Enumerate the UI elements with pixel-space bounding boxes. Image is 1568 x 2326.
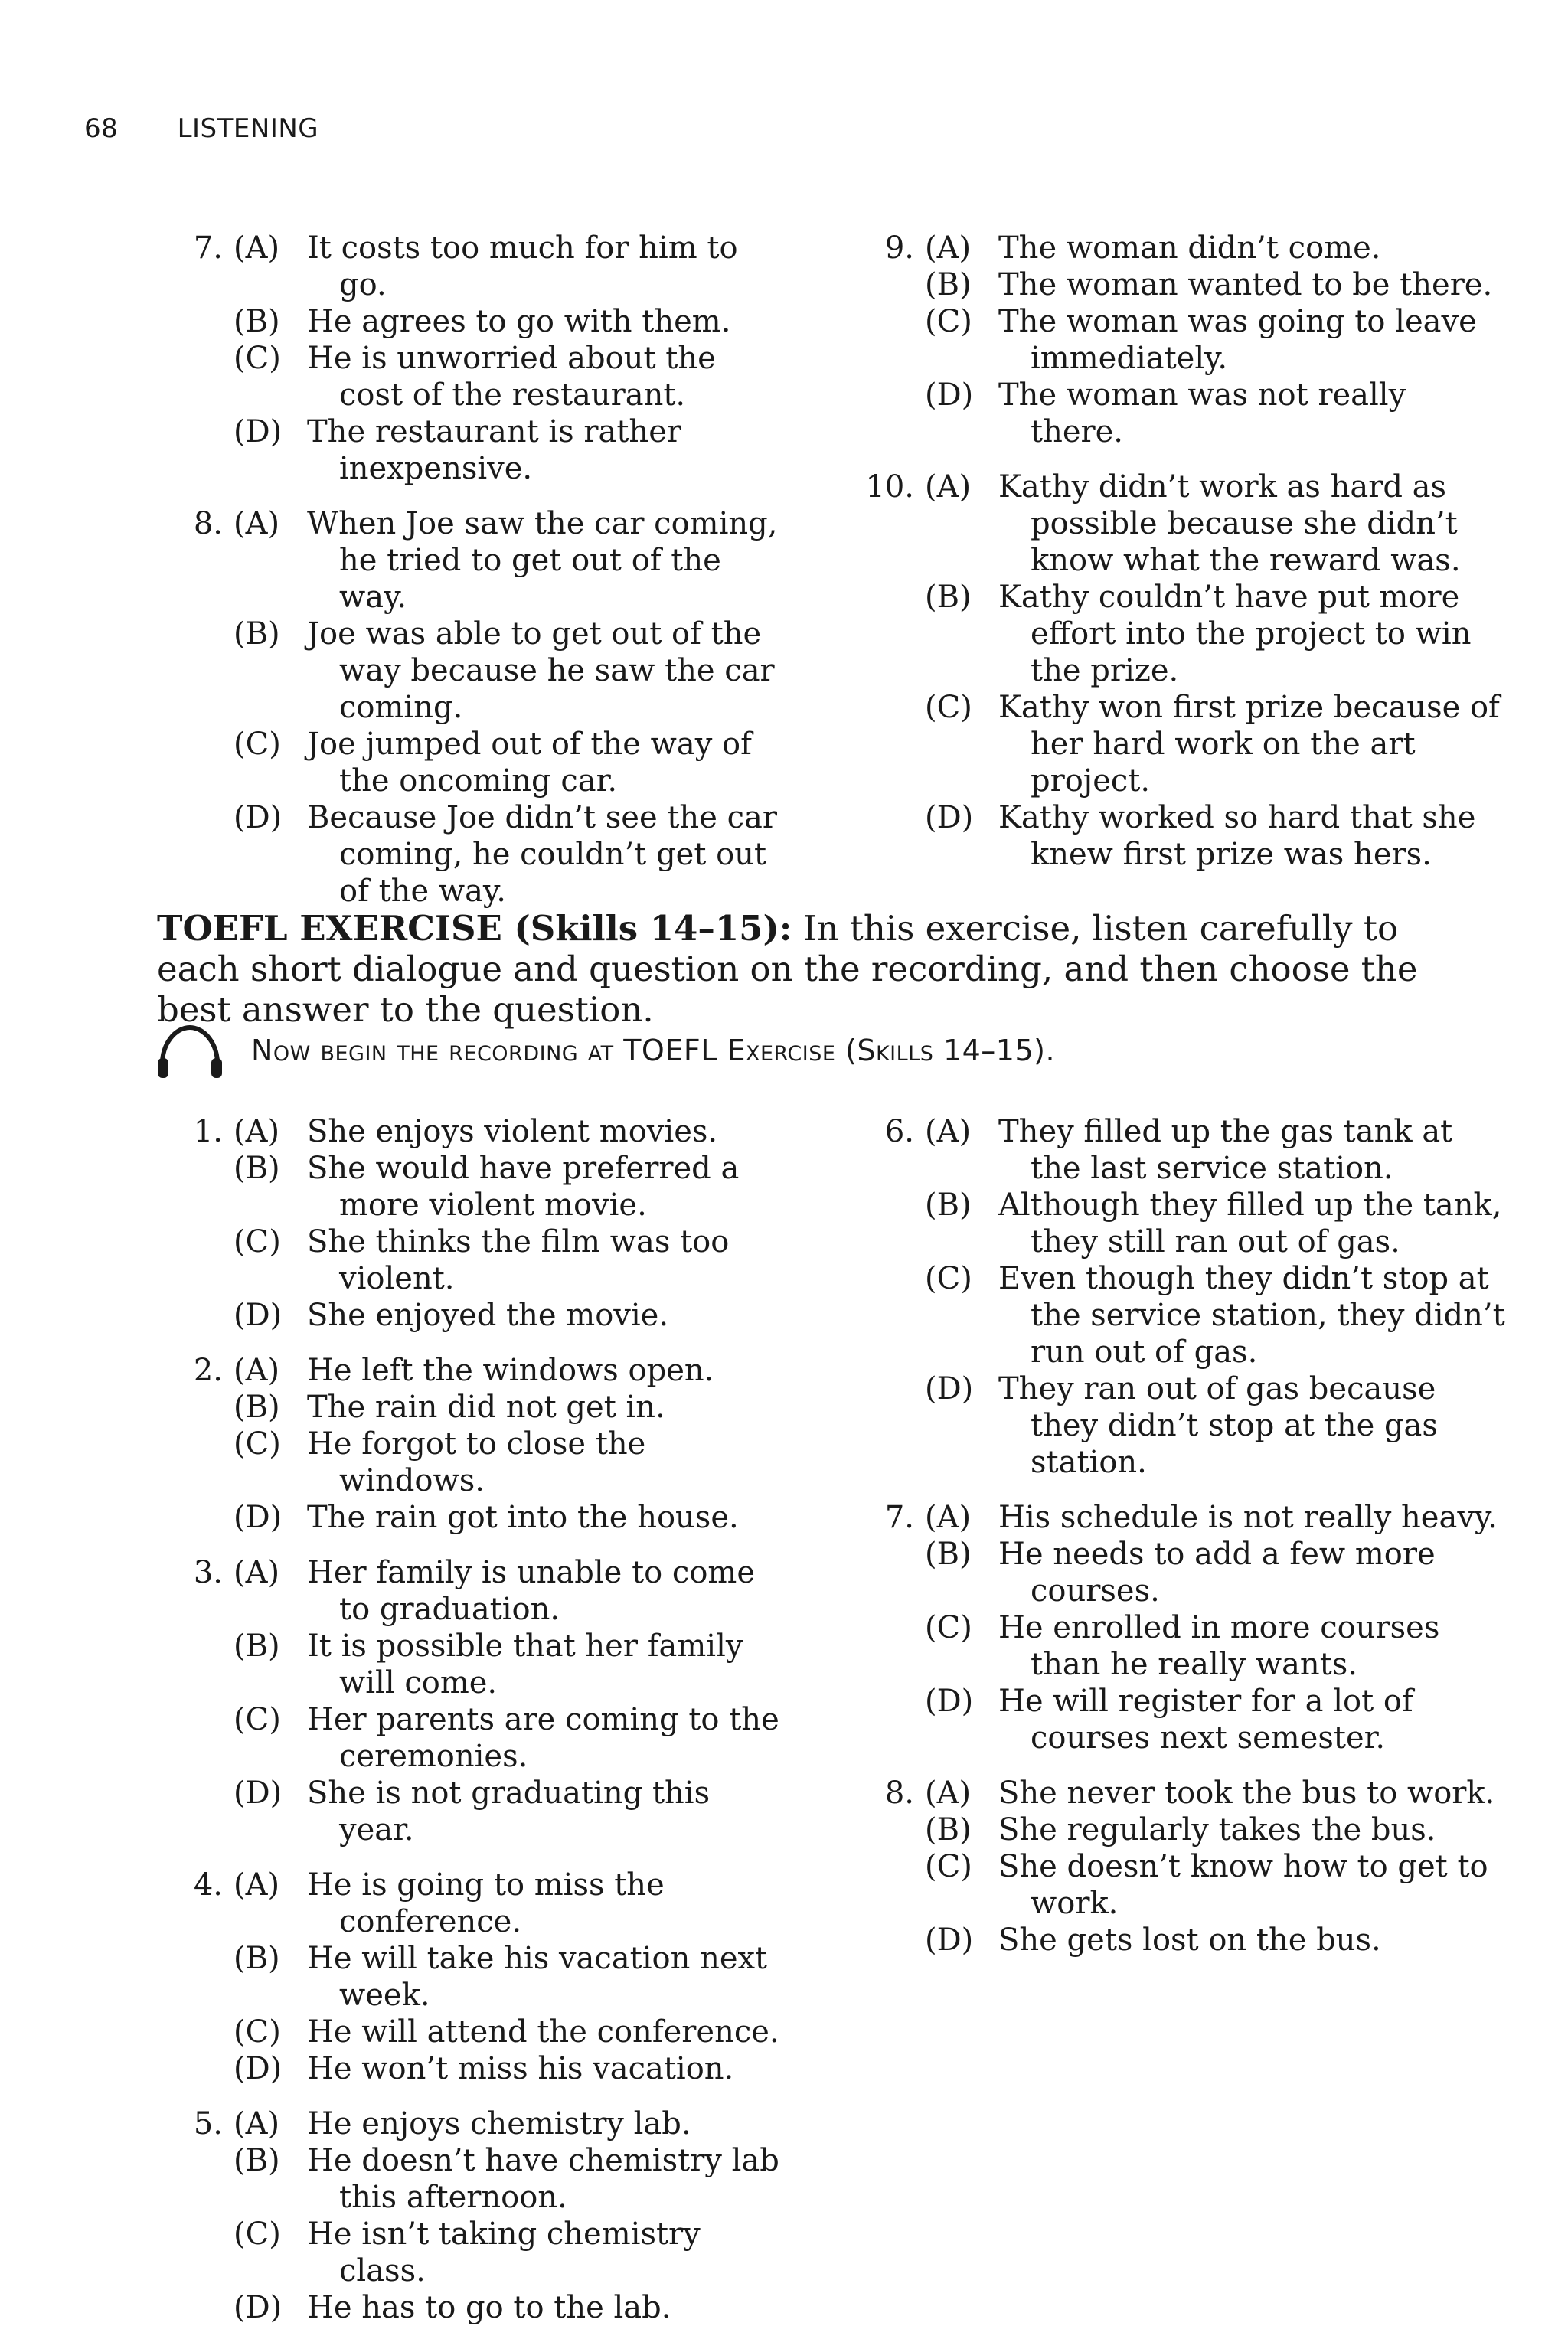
option-letter: (A) (925, 1776, 972, 1811)
answer-option (925, 799, 1507, 873)
option-letter: (B) (925, 1188, 972, 1223)
option-text: Joe was able to get out of the way because he saw the car coming. (307, 616, 775, 725)
option-text: Kathy worked so hard that she knew first prize was hers. (998, 800, 1476, 872)
option-letter: (C) (925, 690, 972, 725)
answer-option (925, 1848, 1507, 1922)
answer-options (234, 1113, 785, 1334)
answer-option (234, 303, 785, 340)
answer-option (234, 726, 785, 799)
answer-option (234, 1775, 785, 1848)
question-item (157, 2105, 785, 2326)
option-text: She is not graduating this year. (307, 1776, 710, 1847)
answer-option (234, 2216, 785, 2289)
option-letter: (C) (234, 727, 281, 762)
answer-options (234, 1554, 785, 1848)
option-text: She gets lost on the bus. (998, 1923, 1381, 1958)
option-letter: (D) (234, 1298, 283, 1333)
answer-option (234, 1389, 785, 1426)
question-item (157, 1867, 785, 2087)
option-letter: (B) (234, 1390, 280, 1425)
answer-option (234, 1223, 785, 1297)
bottom-left-column (157, 1113, 785, 2326)
question-item (157, 1352, 785, 1536)
option-text: She thinks the film was too violent. (307, 1224, 730, 1296)
answer-option (925, 1609, 1507, 1683)
option-letter: (C) (234, 2217, 281, 2252)
answer-option (234, 1150, 785, 1223)
answer-option (234, 2014, 785, 2050)
answer-option (925, 689, 1507, 799)
question-spacer (157, 1536, 785, 1554)
recording-instruction: Now begin the recording at TOEFL Exercise (Skills 14–15). (251, 1034, 1056, 1067)
answer-option (234, 505, 785, 616)
option-text: He agrees to go with them. (307, 304, 731, 339)
option-text: He will take his vacation next week. (307, 1941, 768, 2013)
answer-options (925, 230, 1507, 450)
option-text: The restaurant is rather inexpensive. (307, 414, 681, 486)
answer-option (234, 1499, 785, 1536)
option-text: She never took the bus to work. (998, 1776, 1495, 1811)
question-item (157, 505, 785, 910)
option-text: They ran out of gas because they didn’t stop at the gas station. (998, 1371, 1438, 1480)
option-letter: (A) (925, 1500, 972, 1535)
option-letter: (B) (234, 1941, 280, 1976)
option-text: He won’t miss his vacation. (307, 2051, 734, 2086)
answer-option (234, 1867, 785, 1940)
question-number: 8. (193, 506, 223, 541)
answer-option (925, 1536, 1507, 1609)
option-letter: (A) (925, 1114, 972, 1149)
option-text: He will register for a lot of courses next semester. (998, 1684, 1413, 1756)
answer-option (925, 1683, 1507, 1756)
question-number: 8. (884, 1776, 914, 1811)
question-spacer (157, 2087, 785, 2105)
question-spacer (157, 487, 785, 505)
option-letter: (D) (925, 1684, 974, 1719)
answer-option (234, 2142, 785, 2216)
option-text: Even though they didn’t stop at the service station, they didn’t run out of gas. (998, 1261, 1505, 1370)
question-number: 1. (193, 1114, 223, 1149)
answer-option (234, 799, 785, 910)
question-item (848, 469, 1507, 873)
option-letter: (B) (234, 1629, 280, 1664)
answer-option (234, 2289, 785, 2326)
question-item (848, 1113, 1507, 1481)
option-letter: (A) (234, 1353, 280, 1388)
answer-options (234, 230, 785, 487)
question-number: 3. (193, 1555, 223, 1590)
option-letter: (C) (925, 304, 972, 339)
option-text: She enjoys violent movies. (307, 1114, 718, 1149)
answer-options (234, 1867, 785, 2087)
option-letter: (C) (234, 1426, 281, 1462)
option-text: The woman didn’t come. (998, 230, 1381, 266)
question-number: 7. (193, 230, 223, 266)
option-text: He is unworried about the cost of the restaurant. (307, 341, 716, 413)
option-letter: (B) (234, 304, 280, 339)
option-letter: (C) (234, 341, 281, 376)
option-text: He enrolled in more courses than he really wants. (998, 1610, 1440, 1682)
option-letter: (C) (925, 1849, 972, 1884)
answer-option (234, 1426, 785, 1499)
option-letter: (D) (925, 1923, 974, 1958)
question-item (157, 1113, 785, 1334)
headphones-icon (153, 1021, 227, 1080)
recording-cue (153, 1021, 1055, 1080)
question-number: 9. (884, 230, 914, 266)
answer-options (234, 1352, 785, 1536)
option-letter: (D) (234, 2051, 283, 2086)
answer-option (234, 1297, 785, 1334)
answer-option (925, 1260, 1507, 1370)
answer-options (234, 505, 785, 910)
option-text: He doesn’t have chemistry lab this afternoon. (307, 2143, 779, 2215)
question-spacer (848, 1756, 1507, 1775)
answer-option (234, 2050, 785, 2087)
page-header (84, 113, 318, 144)
answer-option (234, 340, 785, 413)
answer-option (234, 230, 785, 303)
option-text: He has to go to the lab. (307, 2290, 671, 2325)
option-text: He left the windows open. (307, 1353, 714, 1388)
option-text: Kathy won first prize because of her hard work on the art project. (998, 690, 1500, 799)
answer-option (925, 1187, 1507, 1260)
answer-option (234, 1352, 785, 1389)
question-item (848, 230, 1507, 450)
question-number: 4. (193, 1867, 223, 1903)
option-letter: (B) (925, 580, 972, 615)
option-letter: (D) (234, 800, 283, 835)
option-letter: (D) (925, 1371, 974, 1406)
answer-option (925, 1499, 1507, 1536)
answer-option (234, 1940, 785, 2014)
option-letter: (B) (925, 1812, 972, 1847)
answer-option (925, 1811, 1507, 1848)
option-letter: (C) (234, 1224, 281, 1259)
option-text: He isn’t taking chemistry class. (307, 2217, 701, 2288)
answer-option (234, 1701, 785, 1775)
exercise-instructions (157, 908, 1489, 1030)
exercise-title: TOEFL EXERCISE (Skills 14–15): (157, 908, 792, 949)
option-text: The rain got into the house. (307, 1500, 739, 1535)
option-letter: (B) (234, 616, 280, 652)
answer-option (234, 1113, 785, 1150)
answer-options (234, 2105, 785, 2326)
option-letter: (B) (234, 2143, 280, 2178)
answer-option (925, 1113, 1507, 1187)
option-text: The woman was going to leave immediately. (998, 304, 1477, 376)
answer-option (925, 469, 1507, 579)
option-text: Kathy couldn’t have put more effort into the project to win the prize. (998, 580, 1472, 688)
answer-options (925, 1775, 1507, 1958)
question-number: 5. (193, 2106, 223, 2141)
option-letter: (D) (234, 2290, 283, 2325)
question-spacer (848, 1481, 1507, 1499)
option-text: The woman wanted to be there. (998, 267, 1493, 302)
answer-option (234, 413, 785, 487)
question-spacer (848, 450, 1507, 469)
option-text: She enjoyed the movie. (307, 1298, 669, 1333)
option-text: The rain did not get in. (307, 1390, 665, 1425)
question-item (848, 1775, 1507, 1958)
option-letter: (A) (234, 1867, 280, 1903)
option-text: Kathy didn’t work as hard as possible because she didn’t know what the reward was. (998, 469, 1461, 578)
option-letter: (D) (234, 1776, 283, 1811)
option-letter: (C) (234, 2014, 281, 2050)
option-text: He enjoys chemistry lab. (307, 2106, 691, 2141)
answer-options (925, 469, 1507, 873)
question-item (157, 230, 785, 487)
option-text: When Joe saw the car coming, he tried to get out of the way. (307, 506, 778, 615)
answer-option (234, 616, 785, 726)
answer-option (234, 2105, 785, 2142)
top-left-column (157, 230, 785, 910)
answer-option (234, 1628, 785, 1701)
option-letter: (A) (925, 230, 972, 266)
option-letter: (D) (234, 414, 283, 449)
option-text: He is going to miss the conference. (307, 1867, 665, 1939)
option-text: Although they filled up the tank, they still ran out of gas. (998, 1188, 1502, 1259)
option-text: He needs to add a few more courses. (998, 1537, 1436, 1609)
option-letter: (C) (925, 1261, 972, 1296)
exercise-text: In this exercise, listen carefully to each short dialogue and question on the recording, and then choose the best answer to the question. (157, 908, 1418, 1030)
answer-option (925, 579, 1507, 689)
option-letter: (D) (925, 377, 974, 413)
option-text: They filled up the gas tank at the last service station. (998, 1114, 1453, 1186)
option-text: Because Joe didn’t see the car coming, he couldn’t get out of the way. (307, 800, 777, 909)
option-letter: (A) (234, 506, 280, 541)
option-text: It costs too much for him to go. (307, 230, 738, 302)
option-text: His schedule is not really heavy. (998, 1500, 1498, 1535)
option-letter: (A) (234, 2106, 280, 2141)
option-letter: (A) (234, 1114, 280, 1149)
option-letter: (B) (925, 1537, 972, 1572)
option-text: He forgot to close the windows. (307, 1426, 646, 1498)
option-letter: (A) (234, 1555, 280, 1590)
question-item (848, 1499, 1507, 1756)
option-letter: (C) (925, 1610, 972, 1645)
question-spacer (157, 1848, 785, 1867)
question-number: 10. (865, 469, 914, 505)
question-spacer (157, 1334, 785, 1352)
option-letter: (D) (234, 1500, 283, 1535)
option-letter: (C) (234, 1702, 281, 1737)
option-text: Her parents are coming to the ceremonies. (307, 1702, 779, 1774)
answer-option (234, 1554, 785, 1628)
question-item (157, 1554, 785, 1848)
bottom-right-column (848, 1113, 1507, 1958)
option-text: She regularly takes the bus. (998, 1812, 1436, 1847)
section-title: LISTENING (177, 113, 319, 144)
answer-option (925, 1370, 1507, 1481)
option-text: She would have preferred a more violent movie. (307, 1151, 740, 1223)
answer-option (925, 266, 1507, 303)
question-number: 7. (884, 1500, 914, 1535)
answer-option (925, 303, 1507, 377)
option-letter: (A) (925, 469, 972, 505)
answer-option (925, 1922, 1507, 1958)
answer-option (925, 230, 1507, 266)
top-right-column (848, 230, 1507, 873)
option-text: It is possible that her family will come. (307, 1629, 743, 1700)
option-letter: (B) (925, 267, 972, 302)
page-number: 68 (84, 113, 119, 144)
option-text: Her family is unable to come to graduation. (307, 1555, 756, 1627)
option-text: He will attend the conference. (307, 2014, 779, 2050)
option-text: The woman was not really there. (998, 377, 1406, 449)
question-number: 2. (193, 1353, 223, 1388)
answer-options (925, 1113, 1507, 1481)
answer-option (925, 1775, 1507, 1811)
question-number: 6. (884, 1114, 914, 1149)
option-text: Joe jumped out of the way of the oncoming car. (307, 727, 752, 799)
option-letter: (D) (925, 800, 974, 835)
answer-options (925, 1499, 1507, 1756)
answer-option (925, 377, 1507, 450)
option-letter: (B) (234, 1151, 280, 1186)
option-text: She doesn’t know how to get to work. (998, 1849, 1488, 1921)
option-letter: (A) (234, 230, 280, 266)
